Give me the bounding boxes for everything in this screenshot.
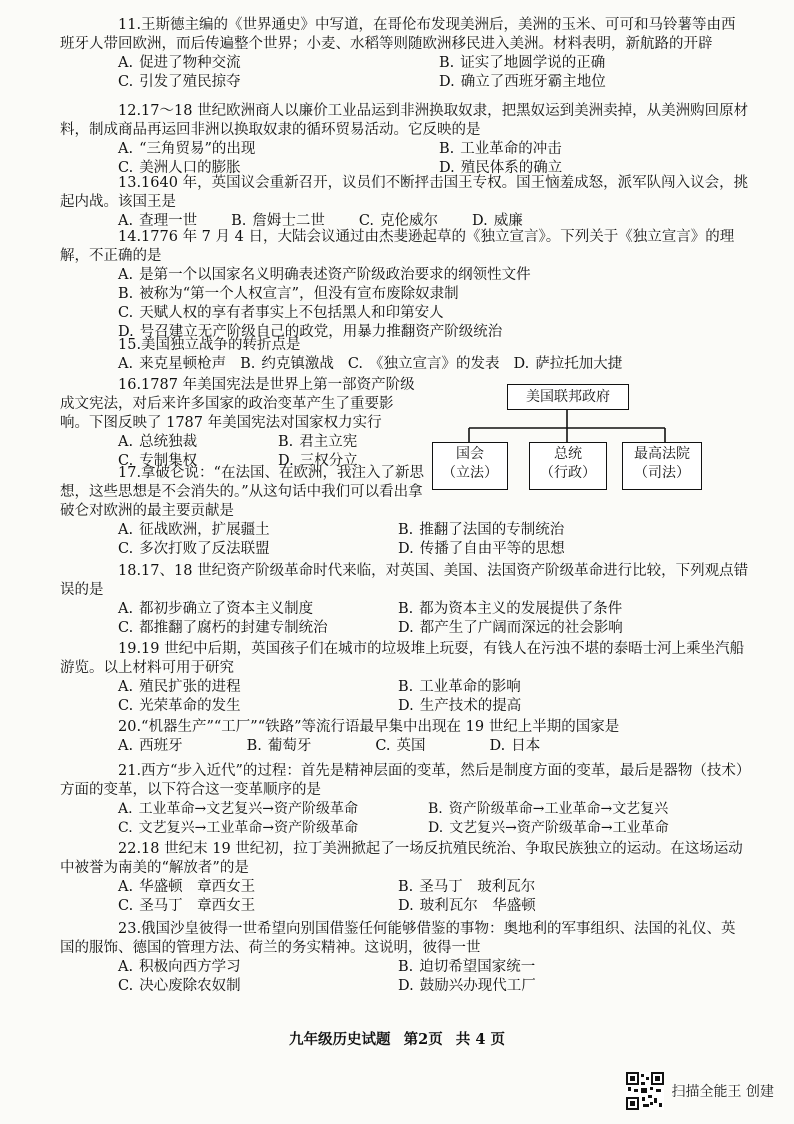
question-11 bbox=[60, 16, 750, 92]
diagram-top-box: 美国联邦政府 bbox=[507, 384, 629, 410]
option-a: A. 总统独裁 bbox=[118, 434, 198, 450]
question-13 bbox=[60, 174, 750, 231]
option-b: B. 资产阶级革命→工业革命→文艺复兴 bbox=[428, 801, 669, 817]
option-c: C. 美洲人口的膨胀 bbox=[118, 160, 241, 176]
option-c: C. 英国 bbox=[375, 738, 426, 754]
option-c: C. 光荣革命的发生 bbox=[118, 698, 241, 714]
option-d: D. 生产技术的提高 bbox=[398, 698, 522, 714]
question-22 bbox=[60, 840, 750, 916]
question-stem: 23.俄国沙皇彼得一世希望向别国借鉴任何能够借鉴的事物：奥地利的军事组织、法国的礼仪、英国的服饰、德国的管理方法、荷兰的务实精神。这说明，彼得一世 bbox=[60, 921, 736, 956]
option-b: B. 圣马丁 玻利瓦尔 bbox=[398, 879, 536, 895]
question-18 bbox=[60, 562, 750, 638]
option-c: C. 克伦威尔 bbox=[358, 213, 439, 229]
question-23 bbox=[60, 920, 750, 996]
option-b: B. 工业革命的冲击 bbox=[439, 141, 562, 157]
question-stem: 19.19 世纪中后期，英国孩子们在城市的垃圾堆上玩耍，有钱人在污浊不堪的泰晤士河上乘坐汽船游览。以上材料可用于研究 bbox=[60, 641, 745, 676]
question-20 bbox=[60, 718, 750, 756]
option-d: D. 传播了自由平等的思想 bbox=[398, 541, 565, 557]
diagram-branch-congress: 国会 （立法） bbox=[432, 442, 508, 490]
option-c: C. 文艺复兴→工业革命→资产阶级革命 bbox=[118, 820, 359, 836]
question-stem: 21.西方“步入近代”的过程：首先是精神层面的变革，然后是制度方面的变革，最后是器物（技术）方面的变革，以下符合这一变革顺序的是 bbox=[60, 763, 744, 798]
qr-code-icon bbox=[626, 1072, 664, 1110]
option-a: A. 查理一世 bbox=[118, 213, 198, 229]
option-c: C. 引发了殖民掠夺 bbox=[118, 74, 241, 90]
question-16 bbox=[60, 376, 420, 471]
question-stem: 13.1640 年，英国议会重新召开，议员们不断抨击国王专权。国王恼羞成怒，派军队闯入议会，挑起内战。该国王是 bbox=[60, 175, 749, 210]
option-d: D. 威廉 bbox=[472, 213, 523, 229]
option-a: A. 促进了物种交流 bbox=[118, 55, 241, 71]
question-17 bbox=[60, 464, 750, 559]
question-21 bbox=[60, 762, 750, 838]
option-a: A. 工业革命→文艺复兴→资产阶级革命 bbox=[118, 801, 359, 817]
option-c: C. 天赋人权的享有者事实上不包括黑人和印第安人 bbox=[118, 305, 444, 321]
question-stem: 15.美国独立战争的转折点是 bbox=[118, 337, 301, 353]
option-b: B. 迫切希望国家统一 bbox=[398, 959, 536, 975]
option-d: D. 鼓励兴办现代工厂 bbox=[398, 978, 536, 994]
option-b: B. 都为资本主义的发展提供了条件 bbox=[398, 601, 623, 617]
option-d: D. 确立了西班牙霸主地位 bbox=[439, 74, 606, 90]
question-stem: 16.1787 年美国宪法是世界上第一部资产阶级成文宪法，对后来许多国家的政治变革产生了重要影响。下图反映了 1787 年美国宪法对国家权力实行 bbox=[60, 377, 415, 431]
option-b: B. 推翻了法国的专制统治 bbox=[398, 522, 565, 538]
option-d: D. 玻利瓦尔 华盛顿 bbox=[398, 898, 536, 914]
option-d: D. 殖民体系的确立 bbox=[439, 160, 563, 176]
exam-title: 九年级历史试题 bbox=[289, 1031, 391, 1048]
option-b: B. 詹姆士二世 bbox=[231, 213, 325, 229]
option-a: A. 征战欧洲，扩展疆土 bbox=[118, 522, 270, 538]
question-stem: 12.17～18 世纪欧洲商人以廉价工业品运到非洲换取奴隶，把黑奴运到美洲卖掉，从美洲购回原材料，制成商品再运回非洲以换取奴隶的循环贸易活动。它反映的是 bbox=[60, 103, 749, 138]
option-b: B. 被称为“第一个人权宣言”，但没有宣布废除奴隶制 bbox=[118, 286, 459, 302]
diagram-branch-president: 总统 （行政） bbox=[529, 442, 607, 490]
question-stem: 18.17、18 世纪资产阶级革命时代来临，对英国、美国、法国资产阶级革命进行比较，下列观点错误的是 bbox=[60, 563, 749, 598]
option-c: C. 都推翻了腐朽的封建专制统治 bbox=[118, 620, 328, 636]
option-d: D. 号召建立无产阶级自己的政党，用暴力推翻资产阶级统治 bbox=[118, 324, 503, 340]
diagram-branch-court: 最高法院 （司法） bbox=[622, 442, 702, 490]
option-a: A. “三角贸易”的出现 bbox=[118, 141, 256, 157]
option-b: B. 葡萄牙 bbox=[246, 738, 312, 754]
scanner-watermark bbox=[626, 1072, 774, 1110]
question-stem: 22.18 世纪末 19 世纪初，拉丁美洲掀起了一场反抗殖民统治、争取民族独立的运动。在这场运动中被誉为南美的“解放者”的是 bbox=[60, 841, 743, 876]
option-c: C. 《独立宣言》的发表 bbox=[347, 356, 500, 372]
question-stem: 11.王斯德主编的《世界通史》中写道，在哥伦布发现美洲后，美洲的玉米、可可和马铃薯等由西班牙人带回欧洲，而后传遍整个世界；小麦、水稻等则随欧洲移民进入美洲。材料表明，新航路的开辟 bbox=[60, 17, 736, 52]
question-stem: 17.拿破仑说：“在法国、在欧洲，我注入了新思想，这些思想是不会消失的。”从这句话中我们可以看出拿破仑对欧洲的最主要贡献是 bbox=[60, 465, 424, 519]
question-12 bbox=[60, 102, 750, 178]
option-d: D. 都产生了广阔而深远的社会影响 bbox=[398, 620, 623, 636]
option-a: A. 是第一个以国家名义明确表述资产阶级政治要求的纲领性文件 bbox=[118, 267, 531, 283]
option-a: A. 来克星顿枪声 bbox=[118, 356, 227, 372]
question-19 bbox=[60, 640, 750, 716]
option-c: C. 多次打败了反法联盟 bbox=[118, 541, 270, 557]
option-d: D. 日本 bbox=[489, 738, 541, 754]
option-a: A. 都初步确立了资本主义制度 bbox=[118, 601, 314, 617]
option-b: B. 证实了地圆学说的正确 bbox=[439, 55, 606, 71]
option-a: A. 华盛顿 章西女王 bbox=[118, 879, 256, 895]
option-d: D. 萨拉托加大捷 bbox=[513, 356, 623, 372]
question-15 bbox=[60, 336, 750, 374]
option-b: B. 约克镇激战 bbox=[240, 356, 334, 372]
option-b: B. 君主立宪 bbox=[278, 434, 358, 450]
option-a: A. 殖民扩张的进程 bbox=[118, 679, 241, 695]
page-total: 共 4 页 bbox=[455, 1031, 505, 1048]
option-d: D. 三权分立 bbox=[278, 453, 358, 469]
scanner-label: 扫描全能王 创建 bbox=[671, 1084, 774, 1100]
option-a: A. 西班牙 bbox=[118, 738, 183, 754]
question-stem: 14.1776 年 7 月 4 日，大陆会议通过由杰斐逊起草的《独立宣言》。下列关于《独立宣言》的理解，不正确的是 bbox=[60, 229, 735, 264]
page-footer bbox=[0, 1028, 794, 1049]
option-a: A. 积极向西方学习 bbox=[118, 959, 241, 975]
page-number: 第2页 bbox=[403, 1031, 443, 1048]
option-c: C. 圣马丁 章西女王 bbox=[118, 898, 256, 914]
option-b: B. 工业革命的影响 bbox=[398, 679, 521, 695]
question-stem: 20.“机器生产”“工厂”“铁路”等流行语最早集中出现在 19 世纪上半期的国家是 bbox=[118, 719, 620, 735]
option-c: C. 专制集权 bbox=[118, 453, 198, 469]
option-c: C. 决心废除农奴制 bbox=[118, 978, 241, 994]
question-14 bbox=[60, 228, 750, 342]
option-d: D. 文艺复兴→资产阶级革命→工业革命 bbox=[428, 820, 669, 836]
